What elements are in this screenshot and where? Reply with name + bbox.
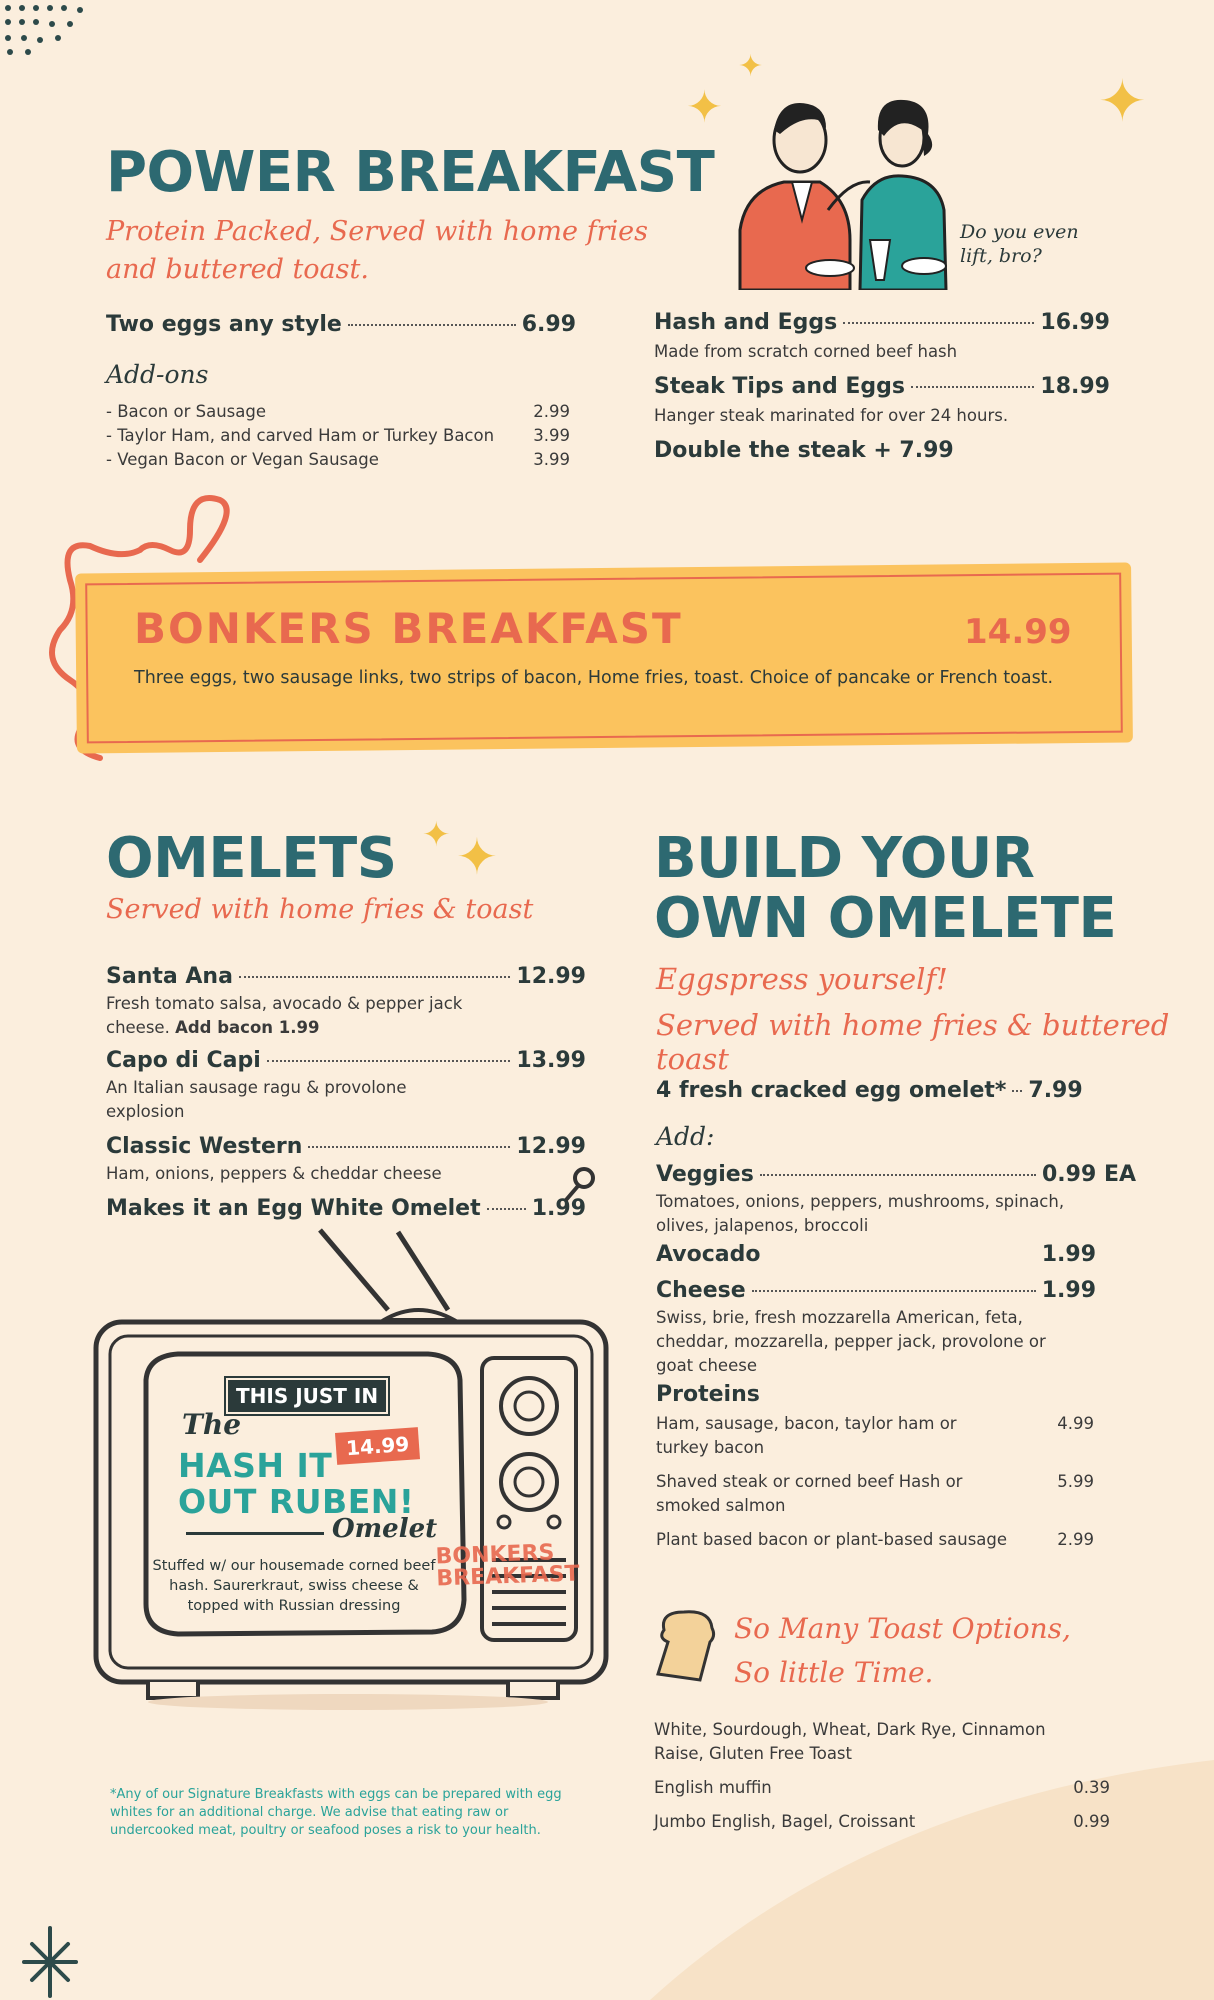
dot-leader xyxy=(843,322,1034,324)
add-title: Add: xyxy=(656,1122,715,1151)
item-price: 18.99 xyxy=(1040,374,1110,399)
item-price: 6.99 xyxy=(521,312,576,337)
toast-price: 0.39 xyxy=(1073,1778,1110,1797)
item-name: Veggies xyxy=(656,1162,754,1187)
addon-name: - Bacon or Sausage xyxy=(106,402,266,421)
sparkle-icon: ✦ xyxy=(686,82,723,133)
build-title-line2: OWN OMELETE xyxy=(654,886,1117,951)
tv-headline-line1: HASH IT xyxy=(178,1446,333,1485)
menu-item-two-eggs xyxy=(106,312,576,337)
addon-row xyxy=(106,400,570,424)
protein-row xyxy=(656,1470,1094,1518)
dot-leader xyxy=(1012,1090,1022,1092)
toast-list: White, Sourdough, Wheat, Dark Rye, Cinnamon Raise, Gluten Free Toast xyxy=(654,1720,1046,1763)
protein-price: 5.99 xyxy=(1057,1472,1094,1491)
item-price: 1.99 xyxy=(531,1196,586,1221)
toast-row xyxy=(654,1810,1110,1834)
tv-description: Stuffed w/ our housemade corned beef hash. Saurerkraut, swiss cheese & topped with Russian dressing xyxy=(152,1558,436,1614)
bonkers-price: 14.99 xyxy=(964,612,1072,652)
item-name: Steak Tips and Eggs xyxy=(654,374,906,399)
item-name: Two eggs any style xyxy=(106,312,342,337)
star-bottom-left-icon xyxy=(20,1920,80,2000)
menu-item-hash-and-eggs xyxy=(654,310,1110,335)
item-price: 7.99 xyxy=(1028,1078,1083,1103)
sparkle-icon: ✦ xyxy=(738,49,764,84)
menu-item-capo-di-capi xyxy=(106,1048,586,1073)
dot-leader xyxy=(911,386,1034,388)
item-name: Santa Ana xyxy=(106,964,233,989)
item-price: 1.99 xyxy=(1041,1278,1096,1303)
tv-divider xyxy=(186,1532,324,1535)
dot-leader xyxy=(766,1254,1035,1256)
toast-title-line1: So Many Toast Options, xyxy=(734,1612,1071,1645)
toast-name: English muffin xyxy=(654,1778,772,1797)
item-price: 1.99 xyxy=(1041,1242,1096,1267)
addon-name: - Taylor Ham, and carved Ham or Turkey Bacon xyxy=(106,426,495,445)
addon-price: 2.99 xyxy=(533,402,570,421)
menu-item-santa-ana xyxy=(106,964,586,989)
retro-couple-illustration xyxy=(700,90,990,290)
corner-dots-top-left xyxy=(0,0,110,60)
sparkle-icon: ✦ xyxy=(456,828,498,886)
double-steak-note: Double the steak + 7.99 xyxy=(654,438,954,463)
toast-title-line2: So little Time. xyxy=(734,1656,934,1689)
toast-icon xyxy=(650,1606,726,1686)
bonkers-title: BONKERS BREAKFAST xyxy=(134,604,683,653)
item-description xyxy=(106,992,496,1040)
tv-omelet-label: Omelet xyxy=(332,1514,438,1544)
item-description-text: Fresh tomato salsa, avocado & pepper jack cheese. xyxy=(106,994,463,1037)
stamp-line2: BREAKFAST xyxy=(435,1561,580,1592)
addons-title: Add-ons xyxy=(106,360,209,389)
menu-item-avocado xyxy=(656,1242,1096,1267)
power-breakfast-title: POWER BREAKFAST xyxy=(106,140,715,205)
tv-headline-line2: OUT RUBEN! xyxy=(178,1482,415,1521)
dot-leader xyxy=(348,324,516,326)
addon-price: 3.99 xyxy=(533,426,570,445)
add-bacon-note: Add bacon 1.99 xyxy=(175,1018,320,1037)
addons-list xyxy=(106,400,570,472)
item-name: Makes it an Egg White Omelet xyxy=(106,1196,481,1221)
build-subtitle-line1: Eggspress yourself! xyxy=(656,962,948,996)
protein-row xyxy=(656,1412,1094,1460)
menu-item-classic-western xyxy=(106,1134,586,1159)
item-name: Classic Western xyxy=(106,1134,303,1159)
dot-leader xyxy=(308,1146,510,1148)
dot-leader xyxy=(239,976,510,978)
item-price: 0.99 EA xyxy=(1042,1162,1136,1187)
item-price: 12.99 xyxy=(516,964,586,989)
menu-item-base-omelet xyxy=(656,1078,1083,1103)
bonkers-banner xyxy=(75,562,1133,753)
toast-name: Jumbo English, Bagel, Croissant xyxy=(654,1812,916,1831)
protein-name: Ham, sausage, bacon, taylor ham or turkey bacon xyxy=(656,1414,957,1457)
power-breakfast-subtitle-line2: and buttered toast. xyxy=(106,254,369,285)
omelets-title: OMELETS xyxy=(106,826,397,891)
bonkers-banner-border xyxy=(85,573,1123,744)
item-description: Swiss, brie, fresh mozzarella American, feta, cheddar, mozzarella, pepper jack, provolone or goat cheese xyxy=(656,1308,1046,1375)
toast-price: 0.99 xyxy=(1073,1812,1110,1831)
proteins-title: Proteins xyxy=(656,1382,760,1407)
power-breakfast-subtitle-line1: Protein Packed, Served with home fries xyxy=(106,216,648,247)
item-description: Ham, onions, peppers & cheddar cheese xyxy=(106,1164,442,1183)
item-price: 16.99 xyxy=(1040,310,1110,335)
stamp-line1: BONKERS xyxy=(435,1540,555,1570)
tv-the-label: The xyxy=(182,1408,242,1441)
protein-name: Shaved steak or corned beef Hash or smoked salmon xyxy=(656,1472,963,1515)
item-price: 12.99 xyxy=(516,1134,586,1159)
dot-leader xyxy=(752,1290,1036,1292)
item-name: Capo di Capi xyxy=(106,1048,261,1073)
addon-name: - Vegan Bacon or Vegan Sausage xyxy=(106,450,379,469)
menu-item-cheese xyxy=(656,1278,1096,1303)
item-name: Hash and Eggs xyxy=(654,310,838,335)
sparkle-icon: ✦ xyxy=(422,815,451,855)
dot-leader xyxy=(267,1060,511,1062)
item-name: Cheese xyxy=(656,1278,746,1303)
build-title-line1: BUILD YOUR xyxy=(654,826,1035,891)
toast-row xyxy=(654,1776,1110,1800)
build-subtitle-line2: Served with home fries & buttered toast xyxy=(656,1008,1170,1076)
menu-item-veggies xyxy=(656,1162,1136,1187)
tv-price: 14.99 xyxy=(345,1431,411,1461)
bonkers-description: Three eggs, two sausage links, two strips of bacon, Home fries, toast. Choice of pancake or French toast. xyxy=(134,668,1054,688)
speech-caption: Do you even lift, bro? xyxy=(960,221,1079,267)
item-description: Hanger steak marinated for over 24 hours. xyxy=(654,406,1009,425)
item-name: Avocado xyxy=(656,1242,761,1267)
item-description: Made from scratch corned beef hash xyxy=(654,342,958,361)
this-just-in-label: THIS JUST IN xyxy=(236,1384,379,1408)
toast-items xyxy=(654,1776,1110,1834)
menu-item-steak-tips xyxy=(654,374,1110,399)
protein-name: Plant based bacon or plant-based sausage xyxy=(656,1530,1008,1549)
protein-price: 4.99 xyxy=(1057,1414,1094,1433)
item-description: Tomatoes, onions, peppers, mushrooms, spinach, olives, jalapenos, broccoli xyxy=(656,1192,1065,1235)
addon-row xyxy=(106,448,570,472)
sparkle-icon: ✦ xyxy=(1098,67,1147,135)
tv-price-tag xyxy=(335,1427,420,1465)
footnote: *Any of our Signature Breakfasts with eggs can be prepared with egg whites for an additional charge. We advise that eating raw or undercooked meat, poultry or seafood poses a risk to your health. xyxy=(110,1787,562,1838)
addon-price: 3.99 xyxy=(533,450,570,469)
addon-row xyxy=(106,424,570,448)
omelets-subtitle: Served with home fries & toast xyxy=(106,894,534,925)
proteins-list xyxy=(656,1412,1094,1552)
tv-bonkers-stamp xyxy=(435,1542,580,1591)
this-just-in-tag xyxy=(226,1378,388,1414)
item-name: 4 fresh cracked egg omelet* xyxy=(656,1078,1007,1103)
item-price: 13.99 xyxy=(516,1048,586,1073)
protein-price: 2.99 xyxy=(1057,1530,1094,1549)
dot-leader xyxy=(760,1174,1036,1176)
protein-row xyxy=(656,1528,1094,1552)
item-description: An Italian sausage ragu & provolone explosion xyxy=(106,1078,407,1121)
